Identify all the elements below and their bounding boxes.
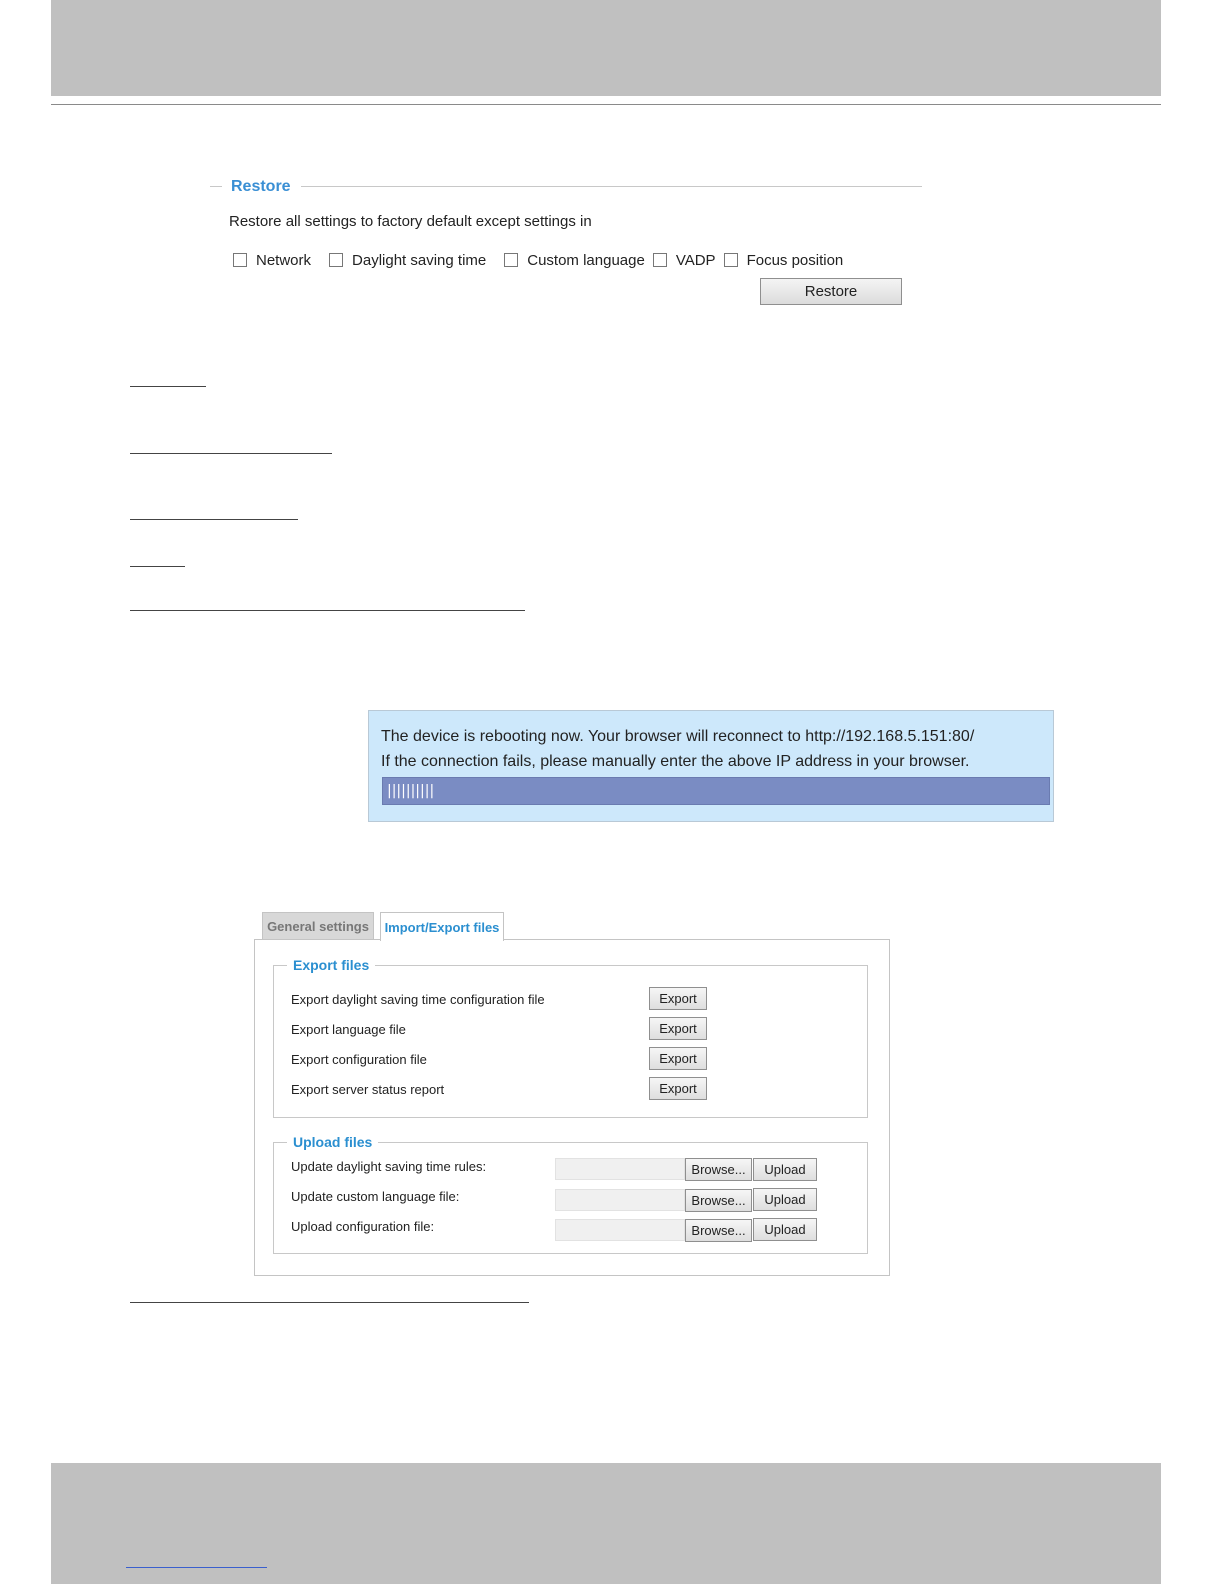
restore-legend-line-right	[301, 186, 922, 187]
restore-section-title: Restore	[231, 178, 291, 195]
upload-files-title: Upload files	[287, 1134, 378, 1150]
restore-description: Restore all settings to factory default except settings in	[229, 213, 592, 230]
upload-dst-rules-upload-button[interactable]: Upload	[753, 1158, 817, 1181]
underline-rule-3	[130, 519, 298, 520]
underline-rule-2	[130, 453, 332, 454]
import-export-panel	[254, 939, 890, 1276]
upload-custom-language-label: Update custom language file:	[291, 1189, 460, 1204]
export-dst-label: Export daylight saving time configuration file	[291, 992, 545, 1007]
reboot-progress-bar: ||||||||||	[382, 777, 1050, 805]
custom-language-checkbox-label: Custom language	[527, 251, 645, 269]
export-language-label: Export language file	[291, 1022, 406, 1037]
reboot-message-line-1: The device is rebooting now. Your browser will reconnect to http://192.168.5.151:80/	[381, 728, 975, 745]
upload-dst-rules-browse-button[interactable]: Browse...	[685, 1158, 752, 1181]
focus-position-checkbox-label: Focus position	[746, 251, 844, 269]
export-configuration-button[interactable]: Export	[649, 1047, 707, 1070]
underline-rule-4	[130, 566, 185, 567]
upload-custom-language-browse-button[interactable]: Browse...	[685, 1189, 752, 1212]
tab-general-settings[interactable]: General settings	[262, 912, 374, 940]
export-files-title: Export files	[287, 957, 375, 973]
network-checkbox[interactable]	[233, 253, 247, 267]
header-divider	[51, 104, 1161, 105]
daylight-saving-time-checkbox-label: Daylight saving time	[352, 251, 487, 269]
restore-button[interactable]: Restore	[760, 278, 902, 305]
upload-custom-language-file-field[interactable]	[555, 1189, 685, 1211]
page-header-band	[51, 0, 1161, 96]
vadp-checkbox-label: VADP	[675, 251, 716, 269]
underline-rule-6	[130, 1302, 529, 1303]
upload-configuration-browse-button[interactable]: Browse...	[685, 1219, 752, 1242]
export-status-report-label: Export server status report	[291, 1082, 445, 1097]
page-footer-band	[51, 1463, 1161, 1584]
upload-dst-rules-file-field[interactable]	[555, 1158, 685, 1180]
underline-rule-1	[130, 386, 206, 387]
vadp-checkbox[interactable]	[653, 253, 667, 267]
custom-language-checkbox[interactable]	[504, 253, 518, 267]
export-configuration-label: Export configuration file	[291, 1052, 427, 1067]
upload-dst-rules-label: Update daylight saving time rules:	[291, 1159, 487, 1174]
restore-options-row	[233, 250, 861, 270]
export-status-report-button[interactable]: Export	[649, 1077, 707, 1100]
restore-legend-line-left	[210, 186, 222, 187]
underline-rule-5	[130, 610, 525, 611]
upload-configuration-label: Upload configuration file:	[291, 1219, 435, 1234]
daylight-saving-time-checkbox[interactable]	[329, 253, 343, 267]
focus-position-checkbox[interactable]	[724, 253, 738, 267]
tab-import-export-files[interactable]: Import/Export files	[380, 912, 504, 941]
footer-link-underline[interactable]	[126, 1567, 267, 1568]
export-dst-button[interactable]: Export	[649, 987, 707, 1010]
upload-configuration-upload-button[interactable]: Upload	[753, 1218, 817, 1241]
export-language-button[interactable]: Export	[649, 1017, 707, 1040]
network-checkbox-label: Network	[256, 251, 312, 269]
reboot-notification	[368, 710, 1054, 822]
reboot-message-line-2: If the connection fails, please manually enter the above IP address in your browser.	[381, 753, 970, 770]
upload-configuration-file-field[interactable]	[555, 1219, 685, 1241]
upload-custom-language-upload-button[interactable]: Upload	[753, 1188, 817, 1211]
